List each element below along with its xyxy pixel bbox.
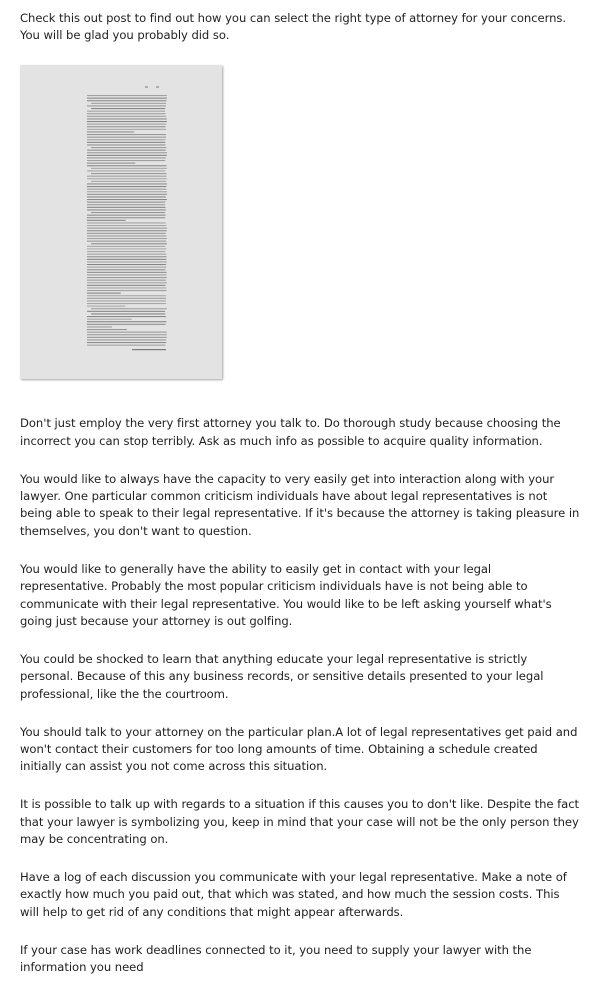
scan-text-line: [87, 225, 166, 226]
paragraph-8: If your case has work deadlines connected to it, you need to supply your lawyer with the information you need: [20, 942, 532, 975]
scan-text-line: [87, 137, 166, 138]
scan-text-line: [87, 223, 166, 224]
scan-text-line: [87, 218, 165, 219]
scan-text-line: [87, 236, 166, 237]
scan-signature-line: [132, 349, 166, 350]
scan-text-line: [87, 316, 166, 317]
paragraph-3: You would like to generally have the ability to easily get in contact with your legal representative. Probably the most popular criticism individuals have is not being able to communicate with their legal representative. You would like to be left asking yourself what's going just because your attorney is out golfing.: [20, 561, 552, 628]
scan-text-line: [87, 342, 166, 343]
scan-text-line: [87, 293, 121, 294]
scan-text-line: [87, 210, 166, 211]
scanned-page-graphic: [20, 65, 222, 379]
scan-text-line: [87, 124, 166, 125]
scan-text-line: [87, 254, 166, 255]
scan-text-line: [87, 301, 166, 302]
scan-text-line: [87, 322, 166, 323]
scan-text-line: [87, 280, 166, 281]
paragraph-4: You could be shocked to learn that anything educate your legal representative is strictly personal. Because of this any business records, or sensitive details presented to your legal professional, like the the courtroom.: [20, 651, 544, 701]
scan-text-line: [87, 215, 165, 216]
scan-text-line: [87, 264, 166, 265]
scan-text-line: [87, 233, 166, 234]
scan-text-line: [87, 106, 166, 107]
scan-text-line: [87, 298, 166, 299]
scan-text-line: [87, 337, 167, 338]
scan-text-line: [87, 285, 165, 286]
scan-text-line: [87, 246, 165, 247]
scan-text-line: [87, 207, 165, 208]
scan-text-line: [87, 163, 135, 164]
scan-text-line: [87, 121, 167, 122]
scanned-document-image: [20, 65, 222, 379]
paragraph-6: It is possible to talk up with regards to a situation if this causes you to don't like. Despite the fact that your lawyer is symbolizing you, keep in mind that your case will not be the only person they may be concentrating on.: [20, 797, 580, 847]
scan-text-line: [87, 296, 166, 297]
scan-text-line: [87, 166, 167, 167]
scan-text-line: [87, 202, 165, 203]
scan-text-line: [87, 186, 166, 187]
scan-text-line: [87, 270, 165, 271]
scan-text-line: [87, 319, 132, 320]
scan-text-line: [91, 244, 167, 245]
scan-text-line: [87, 272, 167, 273]
scan-text-line: [87, 155, 167, 156]
scan-text-line: [87, 114, 166, 115]
scan-text-line: [87, 158, 166, 159]
scan-text-line: [87, 171, 165, 172]
scan-text-line: [87, 327, 112, 328]
scan-text-line: [87, 345, 165, 346]
scan-text-line: [87, 220, 126, 221]
scan-text-line: [87, 288, 166, 289]
scan-text-line: [87, 199, 167, 200]
scan-text-line: [87, 241, 166, 242]
scan-text-line: [87, 335, 167, 336]
scan-text-line: [87, 205, 165, 206]
scan-text-line: [91, 173, 166, 174]
scan-text-line: [87, 150, 166, 151]
scan-text-line: [87, 228, 167, 229]
scan-text-line: [87, 332, 167, 333]
paragraph-intro: Check this out post to find out how you can select the right type of attorney for your concerns. You will be glad you probably did so.: [20, 11, 567, 43]
scan-text-line: [91, 108, 165, 109]
scan-text-line: [91, 103, 166, 104]
scan-text-line: [87, 101, 166, 102]
scan-text-line: [87, 259, 166, 260]
scan-text-line: [91, 212, 165, 213]
scan-text-line: [87, 238, 167, 239]
scan-text-line: [91, 168, 167, 169]
scan-text-line: [87, 275, 166, 276]
paragraph-2: You would like to always have the capacity to very easily get into interaction along with your lawyer. One particular common criticism individuals have about legal representatives is not being able to speak to their legal representative. If it's because the attorney is taking pleasure in themselves, you don't want to question.: [20, 471, 580, 538]
scan-text-line: [87, 153, 167, 154]
scan-text-line: [87, 145, 166, 146]
scan-text-line: [87, 277, 167, 278]
scan-text-line: [87, 194, 167, 195]
scan-text-line: [91, 181, 166, 182]
scan-text-line: [87, 197, 166, 198]
scan-text-line: [91, 147, 166, 148]
scan-text-line: [91, 309, 167, 310]
scan-text-line: [87, 340, 166, 341]
scan-text-line: [87, 290, 167, 291]
scan-text-line: [87, 132, 134, 133]
paragraph-1: Don't just employ the very first attorney you talk to. Do thorough study because choosing the incorrect you can stop terribly. Ask as much info as possible to acquire quality information.: [20, 416, 561, 448]
scan-text-line: [87, 257, 167, 258]
scan-text-line: [87, 98, 167, 99]
scan-text-line: [87, 303, 166, 304]
scan-text-line: [87, 329, 127, 330]
paragraph-5: You should talk to your attorney on the particular plan.A lot of legal representatives get paid and won't contact their customers for too long amounts of time. Obtaining a schedule created initially can assist you not come across this situation.: [20, 724, 578, 774]
scan-text-line: [87, 134, 166, 135]
scan-text-line: [87, 192, 167, 193]
scan-text-line: [87, 262, 167, 263]
scan-text-line: [87, 231, 167, 232]
scan-text-line: [87, 283, 167, 284]
scan-text-line: [87, 251, 165, 252]
scan-text-line: [87, 129, 166, 130]
scan-text-line: [87, 311, 165, 312]
scan-text-line: [87, 116, 166, 117]
scan-text-line: [87, 160, 165, 161]
scan-text-line: [87, 179, 167, 180]
paragraph-7: Have a log of each discussion you communicate with your legal representative. Make a note of exactly how much you paid out, that which was stated, and how much the session costs. This will help to get rid of any conditions that might appear afterwards.: [20, 870, 567, 919]
scan-text-line: [87, 184, 167, 185]
scan-text-line: [87, 176, 167, 177]
scan-text-line: [87, 111, 165, 112]
scan-text-line: [87, 127, 165, 128]
scan-text-line: [87, 249, 166, 250]
scan-text-line: [87, 142, 165, 143]
scan-text-line: [87, 306, 125, 307]
scan-text-line: [87, 267, 166, 268]
scan-text-line: [87, 189, 166, 190]
scan-text-line: [87, 140, 166, 141]
scan-text-line: [87, 95, 167, 96]
scan-text-line: [87, 119, 167, 120]
scan-text-line: [91, 314, 165, 315]
scan-text-line: [87, 324, 166, 325]
